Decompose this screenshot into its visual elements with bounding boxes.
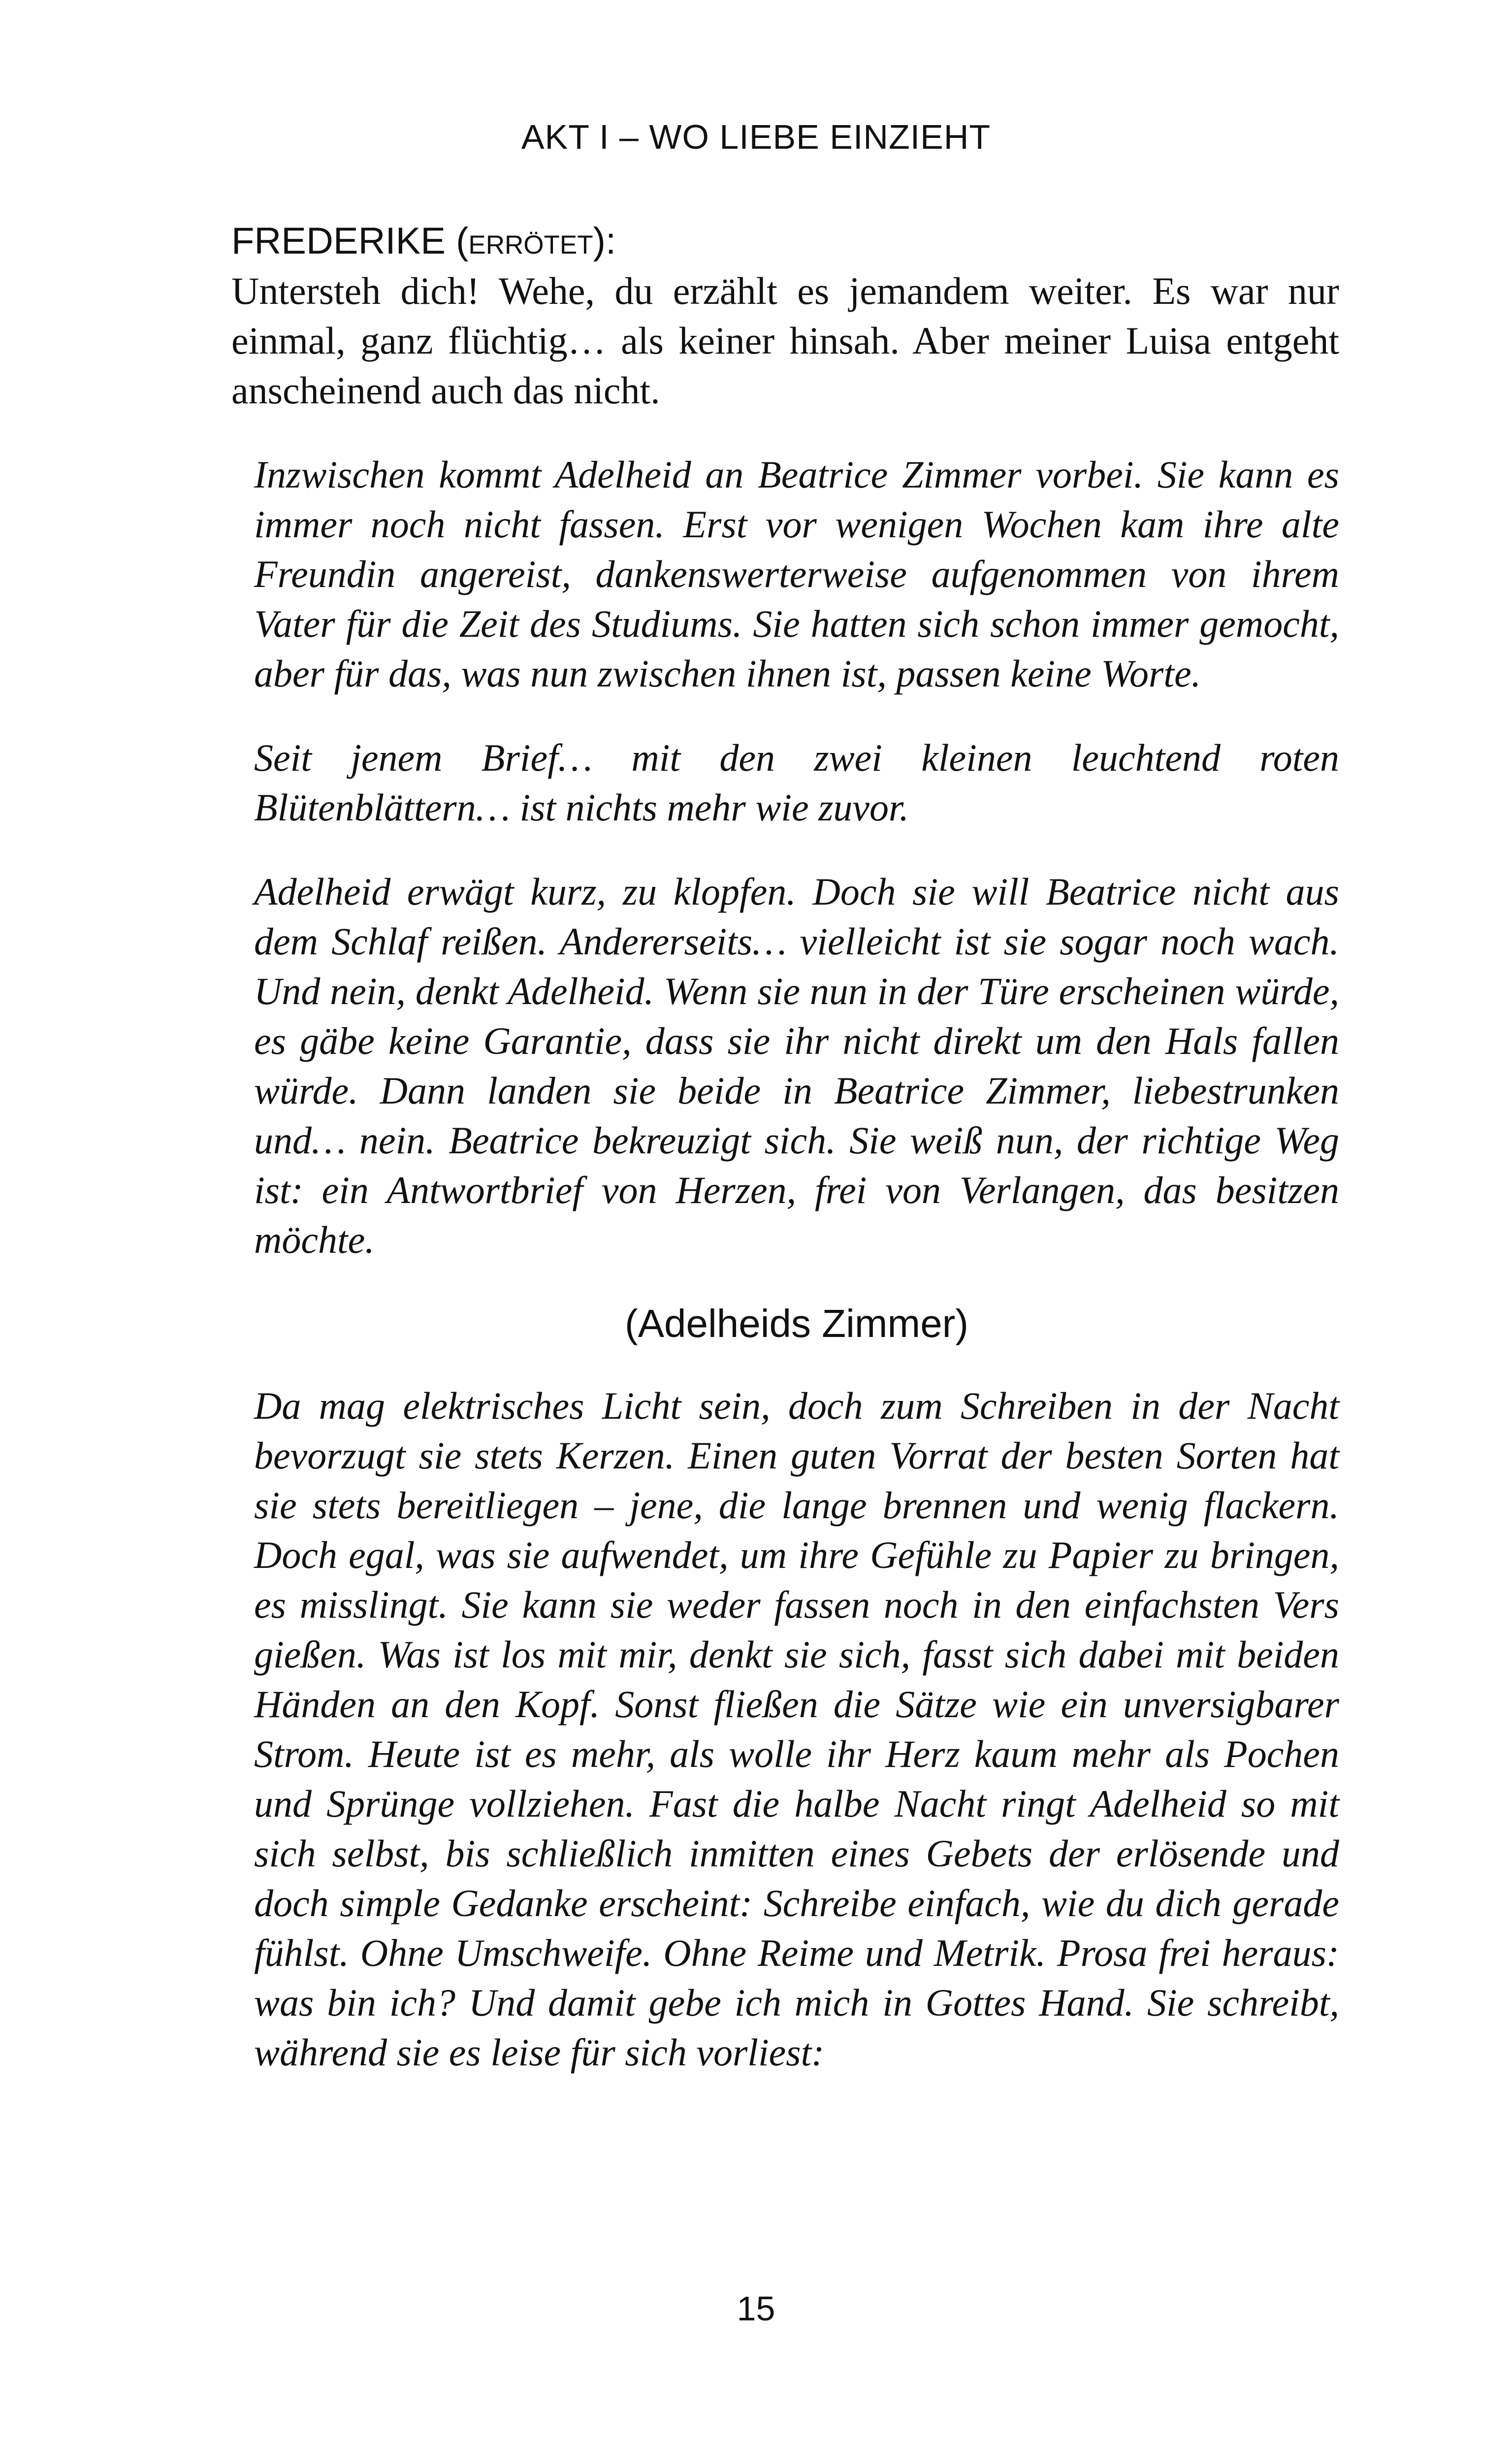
- stage-direction: Seit jenem Brief… mit den zwei kleinen leuchtend roten Blütenblättern… ist nichts mehr wie zuvor.: [254, 736, 1339, 829]
- speaker-open-paren: (: [445, 220, 469, 262]
- page-body: [231, 217, 1339, 2112]
- dialogue-speech: Untersteh dich! Wehe, du erzählt es jemandem weiter. Es war nur einmal, ganz flüchtig… als keiner hinsah. Aber meiner Luisa entgeht anscheinend auch das nicht.: [231, 269, 1339, 412]
- running-head: AKT I – WO LIEBE EINZIEHT: [521, 118, 991, 156]
- page-number: 15: [737, 2289, 775, 2328]
- scene-heading: (Adelheids Zimmer): [625, 1302, 968, 1345]
- speaker-line: [231, 217, 1339, 266]
- stage-direction: Inzwischen kommt Adelheid an Beatrice Zimmer vorbei. Sie kann es immer noch nicht fassen. Erst vor wenigen Wochen kam ihre alte Freundin angereist, dankenswerterweise aufgenommen von ihrem Vater für die Zeit des Studiums. Sie hatten sich schon immer gemocht, aber für das, was nun zwischen ihnen ist, passen keine Worte.: [254, 453, 1339, 695]
- speaker-direction: errötet: [468, 220, 593, 262]
- speaker-close-paren: ):: [593, 220, 616, 262]
- stage-direction: Adelheid erwägt kurz, zu klopfen. Doch sie will Beatrice nicht aus dem Schlaf reißen. Andererseits… vielleicht ist sie sogar noch wach. Und nein, denkt Adelheid. Wenn sie nun in der Türe erscheinen würde, es gäbe keine Garantie, dass sie ihr nicht direkt um den Hals fallen würde. Dann landen sie beide in Beatrice Zimmer, liebestrunken und… nein. Beatrice bekreuzigt sich. Sie weiß nun, der richtige Weg ist: ein Antwortbrief von Herzen, frei von Verlangen, das besitzen möchte.: [254, 870, 1339, 1261]
- stage-direction-final: Da mag elektrisches Licht sein, doch zum Schreiben in der Nacht bevorzugt sie stets Kerzen. Einen guten Vorrat der besten Sorten hat sie stets bereitliegen – jene, die lange brennen und wenig flackern. Doch egal, was sie aufwendet, um ihre Gefühle zu Papier zu bringen, es misslingt. Sie kann sie weder fassen noch in den einfachsten Vers gießen. Was ist los mit mir, denkt sie sich, fasst sich dabei mit beiden Händen an den Kopf. Sonst fließen die Sätze wie ein unversigbarer Strom. Heute ist es mehr, als wolle ihr Herz kaum mehr als Pochen und Sprünge vollziehen. Fast die halbe Nacht ringt Adelheid so mit sich selbst, bis schließlich inmitten eines Gebets der erlösende und doch simple Gedanke erscheint: Schreibe einfach, wie du dich gerade fühlst. Ohne Umschweife. Ohne Reime und Metrik. Prosa frei heraus: was bin ich? Und damit gebe ich mich in Gottes Hand. Sie schreibt, während sie es leise für sich vorliest:: [254, 1384, 1339, 2074]
- speaker-name: FREDERIKE: [231, 220, 446, 262]
